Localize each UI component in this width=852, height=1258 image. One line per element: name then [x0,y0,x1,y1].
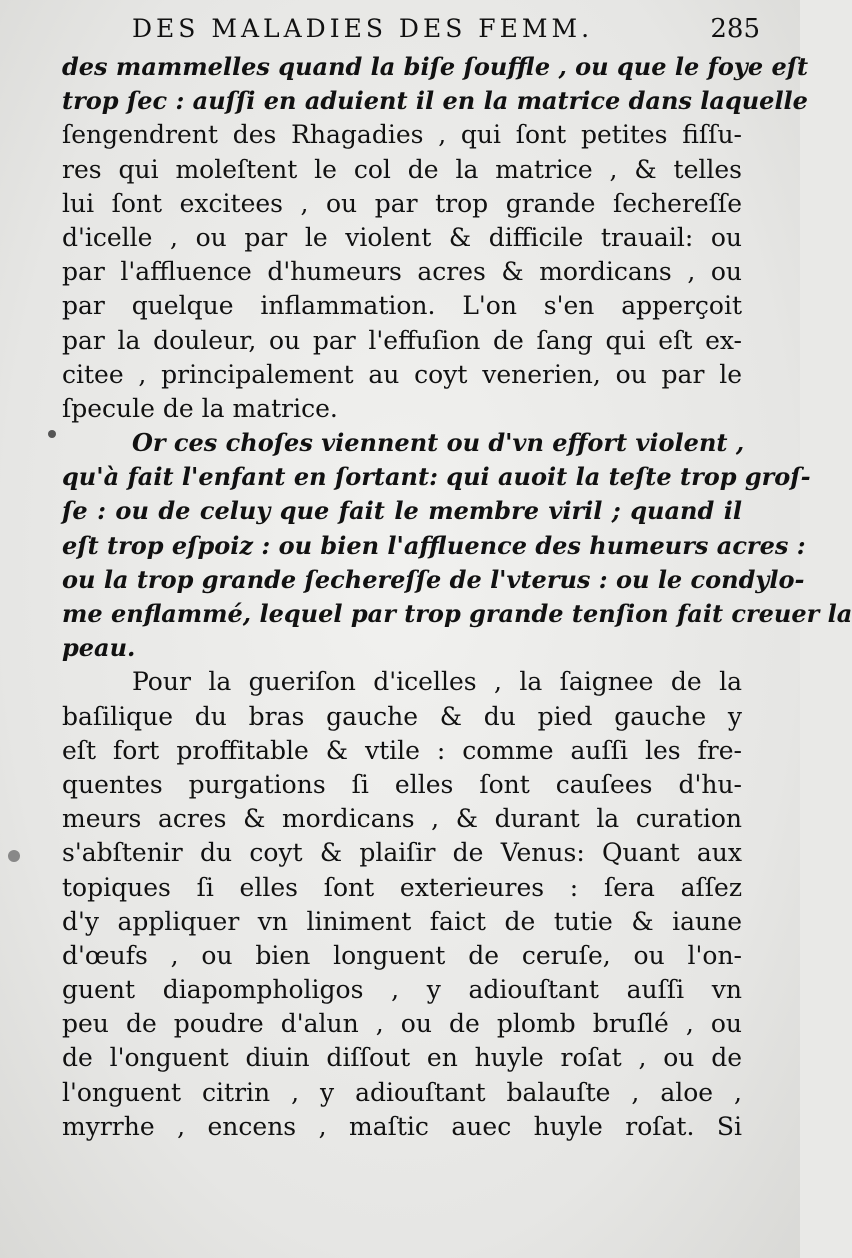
text-line: ſengendrent des Rhagadies , qui ſont petites fiſſu- [62,120,742,150]
text-line: ſpecule de la matrice. [62,393,338,423]
text-line: ſe : ou de celuy que fait le membre viril ; quand il [62,496,742,526]
body-text [62,50,852,1144]
text-line: peau. [62,633,136,663]
text-line: l'onguent citrin , y adiouſtant balauſte , aloe , [62,1077,742,1107]
text-line: guent diapompholigos , y adiouſtant auſſi vn [62,975,742,1005]
text-line: me enflammé, lequel par trop grande tenſion fait creuer la [62,599,852,628]
text-line: par l'affluence d'humeurs acres & mordicans , ou [62,257,742,287]
text-line: eſt fort proffitable & vtile : comme auſſi les fre- [62,735,742,765]
text-line: res qui moleſtent le col de la matrice , & telles [62,154,742,184]
text-line: Or ces choſes viennent ou d'vn effort violent , [132,428,745,458]
text-line: peu de poudre d'alun , ou de plomb bruſlé , ou [62,1009,742,1039]
page-header [132,12,760,46]
text-line: citee , principalement au coyt venerien, ou par le [62,359,742,389]
text-line: d'œufs , ou bien longuent de ceruſe, ou l'on- [62,940,742,970]
text-line: des mammelles quand la biſe ſouffle , ou que le foye eſt [62,52,809,81]
ink-spot [48,430,56,438]
text-line: par la douleur, ou par l'effuſion de ſang qui eſt ex- [62,325,742,355]
text-line: s'abſtenir du coyt & plaiſir de Venus: Quant aux [62,838,742,868]
running-head: DES MALADIES DES FEMM. [132,14,594,43]
text-line: quentes purgations ſi elles ſont cauſees d'hu- [62,769,742,799]
text-line: de l'onguent diuin diſſout en huyle roſat , ou de [62,1043,742,1073]
text-line: baſilique du bras gauche & du pied gauche y [62,701,742,731]
text-line: trop ſec : auſſi en aduient il en la matrice dans laquelle [62,86,808,116]
text-line: meurs acres & mordicans , & durant la curation [62,804,742,834]
text-line: d'icelle , ou par le violent & difficile trauail: ou [62,222,742,252]
ink-spot [8,850,20,862]
text-line: lui ſont excitees , ou par trop grande ſechereſſe [62,188,742,218]
text-line: topiques ſi elles ſont exterieures : ſera aſſez [62,872,742,902]
text-line: Pour la gueriſon d'icelles , la ſaignee de la [132,667,742,697]
text-line: par quelque inflammation. L'on s'en apperçoit [62,291,742,321]
text-line: eſt trop eſpoiz : ou bien l'affluence des humeurs acres : [62,530,806,560]
page-number: 285 [710,14,760,44]
text-line: myrrhe , encens , maſtic auec huyle roſat. Si [62,1111,742,1141]
text-line: qu'à fait l'enfant en ſortant: qui auoit la teſte trop groſ- [62,462,811,492]
text-line: d'y appliquer vn liniment faict de tutie & iaune [62,906,742,936]
text-line: ou la trop grande ſechereſſe de l'vterus : ou le condylo- [62,564,805,594]
